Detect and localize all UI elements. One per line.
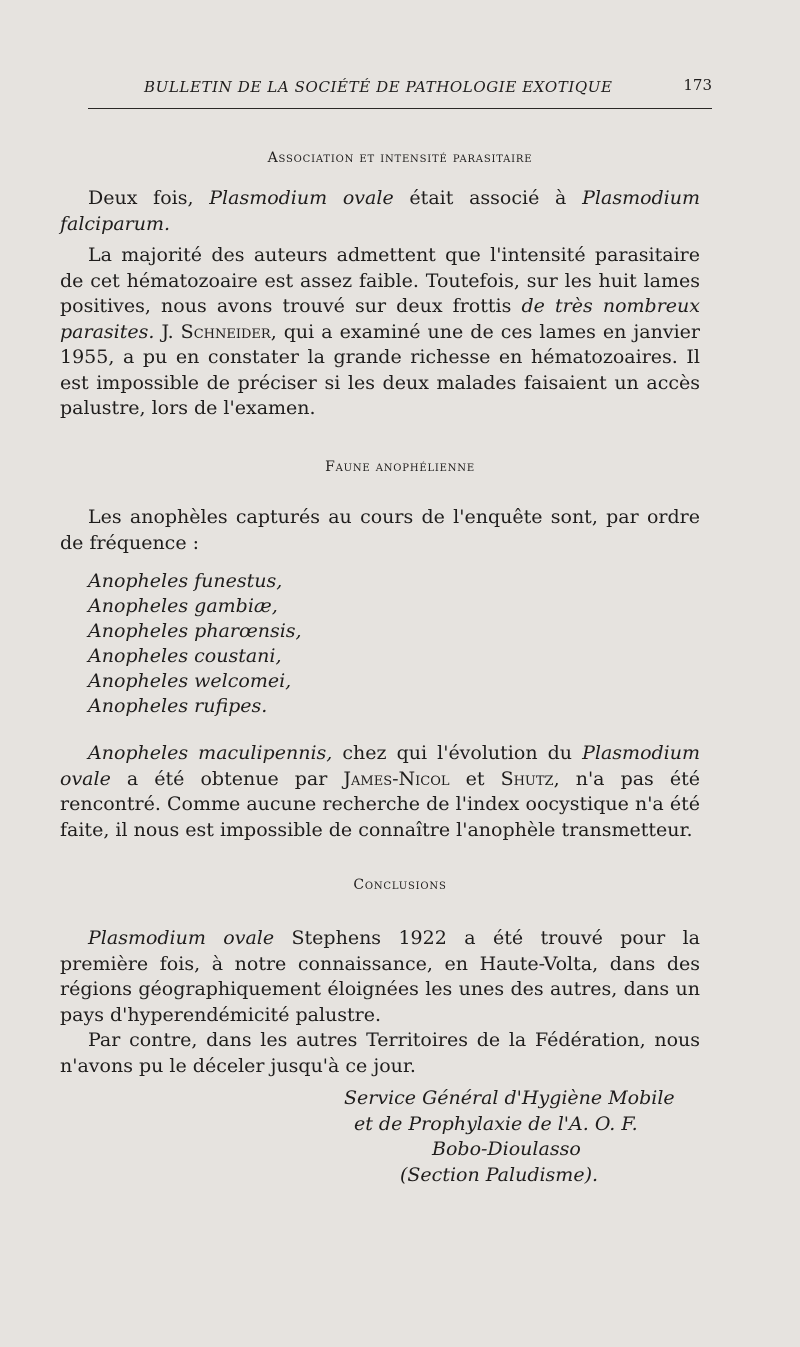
paragraph-conclusions-2: Par contre, dans les autres Territoires de la Fédération, nous n'avons pu le déceler jusqu'à ce jour. (60, 1029, 700, 1077)
running-head: BULLETIN DE LA SOCIÉTÉ DE PATHOLOGIE EXOTIQUE (144, 78, 613, 96)
species-list-item: Anopheles welcomei, (88, 670, 292, 692)
text-segment: chez qui l'évolution du (332, 742, 583, 764)
species-name: Anopheles maculipennis, (88, 742, 333, 764)
signature-block (320, 1086, 720, 1188)
species-list-item: Anopheles gambiæ, (88, 595, 278, 617)
section-heading-association: Association et intensité parasitaire (267, 150, 533, 166)
paragraph-association-1 (60, 186, 700, 237)
species-list-item: Anopheles coustani, (88, 645, 282, 667)
text-segment: a été obtenue par (110, 767, 344, 790)
header-rule (88, 108, 712, 109)
text-segment: était associé à (393, 187, 583, 209)
text-segment: Deux fois, (88, 187, 210, 209)
species-list-item: Anopheles rufipes. (88, 695, 268, 717)
species-name: Plasmodium ovale (209, 187, 394, 209)
section-heading-faune: Faune anophélienne (325, 459, 475, 475)
signature-line: Service Général d'Hygiène Mobile (344, 1087, 675, 1109)
species-name: Plasmodium ovale (60, 742, 700, 790)
species-name: Plasmodium ovale (88, 927, 275, 949)
signature-line: (Section Paludisme). (400, 1163, 599, 1186)
text-segment: J. (154, 320, 181, 343)
text-segment: Stephens 1922 a été trouvé pour la première fois, à notre connaissance, en Haute-Volta, dans des régions géographiquement éloignées les unes des autres, dans un pays d'hyperendémicité palustre. (60, 927, 700, 1026)
text-segment: , qui a examiné une de ces lames en janvier 1955, a pu en constater la grande richesse en hématozoaires. Il est impossible de préciser si les deux malades faisaient un accès palustre, lors de l'examen. (60, 320, 700, 419)
text-segment: , n'a pas été rencontré. Comme aucune recherche de l'index oocystique n'a été faite, il nous est impossible de connaître l'anophèle transmetteur. (60, 767, 700, 841)
page-number: 173 (683, 76, 712, 94)
section-heading-conclusions: Conclusions (353, 877, 447, 893)
signature-line: et de Prophylaxie de l'A. O. F. (354, 1112, 638, 1135)
author-name: James-Nicol (343, 767, 450, 790)
paragraph-faune-intro: Les anophèles capturés au cours de l'enquête sont, par ordre de fréquence : (60, 506, 700, 554)
paragraph-association-2 (60, 243, 700, 422)
species-list-item: Anopheles pharœnsis, (88, 620, 302, 642)
author-name: Schneider (180, 320, 271, 343)
text-segment: et (449, 767, 501, 790)
page-header (88, 72, 712, 112)
species-name: Plasmodium falciparum. (60, 187, 701, 235)
signature-line: Bobo-Dioulasso (432, 1138, 581, 1160)
author-name: Shutz (500, 767, 554, 790)
text-segment: La majorité des auteurs admettent que l'intensité parasitaire de cet hématozoaire est assez faible. Toutefois, sur les huit lames positives, nous avons trouvé sur deux frottis (60, 244, 700, 317)
paragraph-faune-2 (60, 741, 700, 843)
species-list-item: Anopheles funestus, (88, 570, 283, 592)
paragraph-conclusions-1 (60, 926, 700, 1028)
emphasis-text: de très nombreux parasites. (60, 295, 700, 343)
